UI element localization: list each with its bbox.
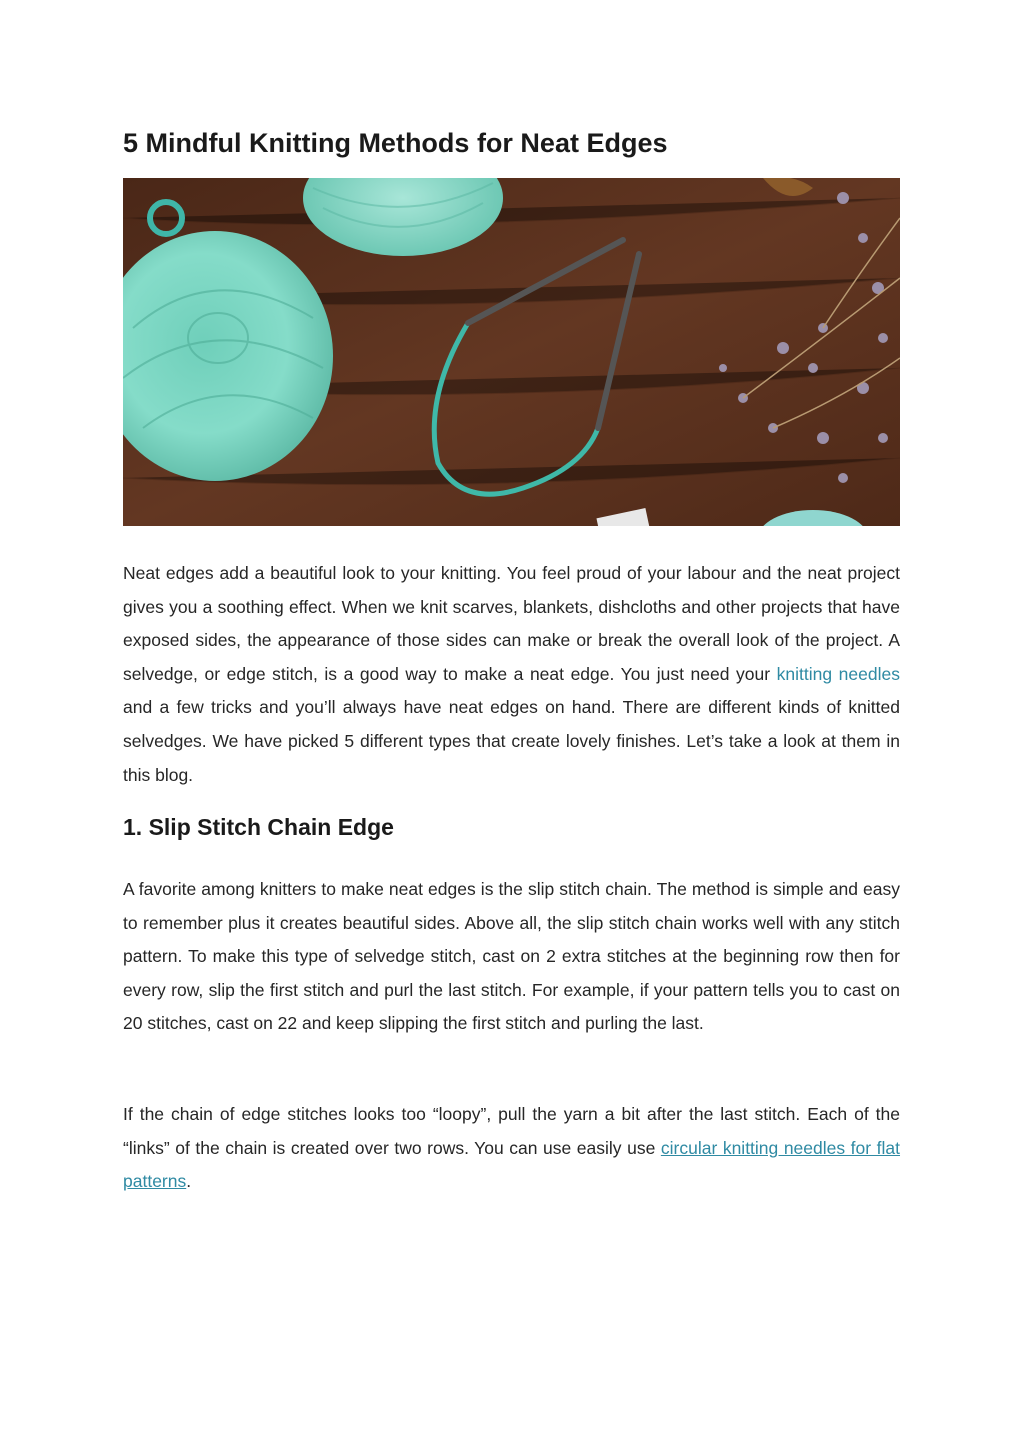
circular-needles-link[interactable]: circular knitting needles for flat patterns bbox=[123, 1137, 901, 1192]
section-paragraph-2 bbox=[123, 1098, 900, 1199]
intro-text-end: and a few tricks and you’ll always have neat edges on hand. There are different kinds of knitted selvedges. We have picked 5 different types that create lovely finishes. Let’s take a look at them in this blog. bbox=[123, 697, 900, 785]
section-paragraph-1: A favorite among knitters to make neat edges is the slip stitch chain. The method is simple and easy to remember plus it creates beautiful sides. Above all, the slip stitch chain works well with any stitch pattern. To make this type of selvedge stitch, cast on 2 extra stitches at the beginning row then for every row, slip the first stitch and purl the last stitch. For example, if your pattern tells you to cast on 20 stitches, cast on 22 and keep slipping the first stitch and purling the last. bbox=[123, 879, 900, 1034]
intro-text-start: Neat edges add a beautiful look to your knitting. You feel proud of your labour and the neat project gives you a soothing effect. When we knit scarves, blankets, dishcloths and other projects that have exposed sides, the appearance of those sides can make or break the overall look of the project. A selvedge, or edge stitch, is a good way to make a neat edge. You just need your bbox=[123, 563, 900, 684]
paragraph-text-end: . bbox=[186, 1171, 192, 1192]
knitting-needles-link[interactable]: knitting needles bbox=[776, 663, 900, 684]
hero-image bbox=[123, 178, 900, 526]
section-heading: 1. Slip Stitch Chain Edge bbox=[123, 814, 394, 840]
intro-paragraph bbox=[123, 557, 900, 792]
paragraph-text-start: If the chain of edge stitches looks too “loopy”, pull the yarn a bit after the last stitch. Each of the “links” of the chain is created over two rows. You can use easily use bbox=[123, 1104, 900, 1158]
page-title: 5 Mindful Knitting Methods for Neat Edges bbox=[123, 128, 668, 158]
